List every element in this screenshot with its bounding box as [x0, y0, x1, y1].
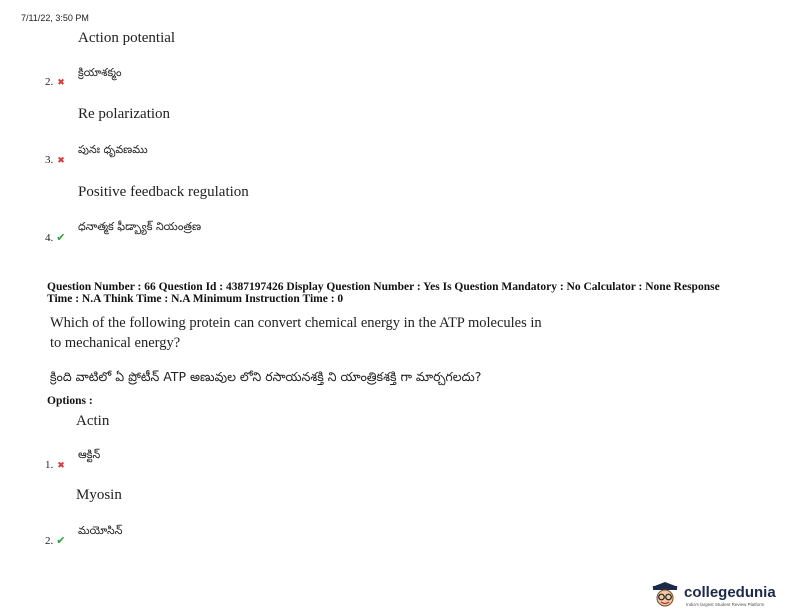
option-english-text: Positive feedback regulation — [78, 184, 249, 200]
option-english-text: Action potential — [78, 30, 176, 46]
question-text: to mechanical energy? — [50, 335, 181, 351]
question-meta-line: Question Number : 66 Question Id : 4387197426 Display Question Number : Yes Is Question Mandatory : No Calculator : None Response — [47, 281, 720, 293]
wrong-mark-icon: ✖ — [57, 156, 65, 166]
option-number: 2. — [45, 535, 54, 547]
option-number: 4. — [45, 232, 54, 244]
option-row — [45, 72, 65, 90]
print-timestamp: 7/11/22, 3:50 PM — [21, 13, 89, 23]
option-telugu-text: ధనాత్మక ఫీడ్బ్యాక్ నియంత్రణ — [78, 220, 202, 233]
correct-mark-icon: ✔ — [56, 231, 66, 244]
wrong-mark-icon: ✖ — [57, 461, 65, 471]
option-row — [45, 531, 65, 549]
option-row — [45, 150, 65, 168]
brand-name: collegedunia — [684, 584, 776, 601]
option-row — [45, 455, 65, 473]
option-telugu-text: ఆక్టిన్ — [78, 448, 101, 461]
option-number: 2. — [45, 76, 54, 88]
options-label: Options : — [47, 395, 93, 407]
wrong-mark-icon: ✖ — [57, 78, 65, 88]
collegedunia-logo — [650, 580, 790, 610]
correct-mark-icon: ✔ — [56, 534, 66, 547]
option-telugu-text: మయోసిన్ — [78, 524, 123, 537]
option-number: 1. — [45, 459, 54, 471]
option-row — [45, 228, 65, 246]
mascot-icon — [650, 580, 680, 610]
option-english-text: Myosin — [76, 487, 122, 503]
option-number: 3. — [45, 154, 54, 166]
question-meta-line: Time : N.A Think Time : N.A Minimum Instruction Time : 0 — [47, 293, 344, 305]
option-telugu-text: పునః ధృవణము — [78, 143, 148, 156]
option-english-text: Re polarization — [78, 106, 171, 122]
brand-tagline: India's largest Student Review Platform — [686, 602, 765, 607]
question-text: Which of the following protein can convert chemical energy in the ATP molecules in — [50, 315, 542, 331]
option-english-text: Actin — [76, 413, 110, 429]
option-telugu-text: క్రియాశక్మం — [78, 66, 122, 79]
question-telugu-text: క్రింది వాటిలో ఏ ప్రోటీన్ ATP అణువుల లోని రసాయనశక్తి ని యాంత్రికశక్తి గా మార్చగలదు? — [50, 369, 482, 384]
